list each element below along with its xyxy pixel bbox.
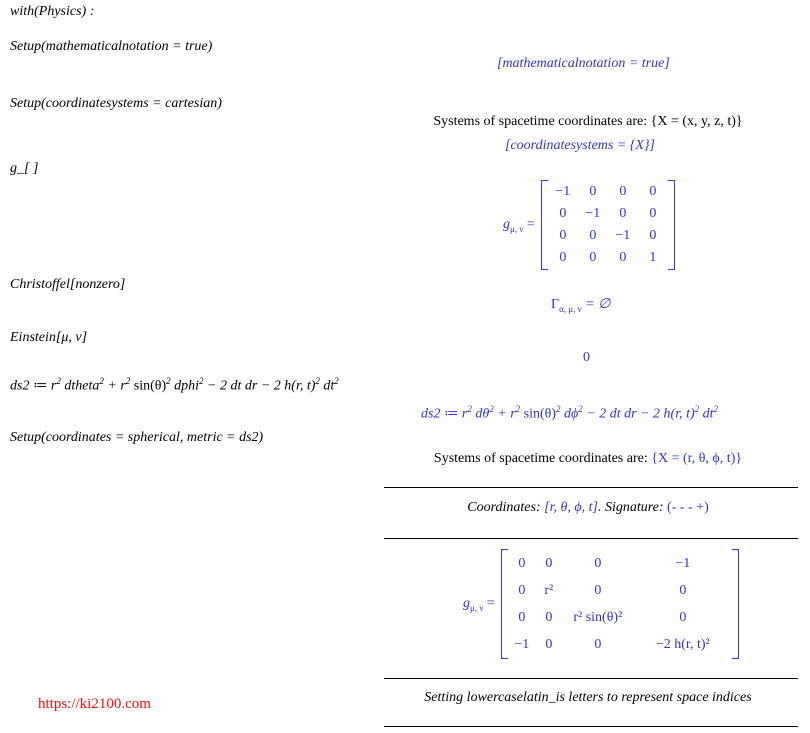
metric-matrix-spherical: $g_{\mu, \nu}$ = 0 0 0 −1 0 r² 0 0 0 0 r² sin(θ)² 0 −1 0 0 −2 h(r, t)² bbox=[463, 549, 739, 659]
output-lowercaselatin: Setting lowercaselatin_is letters to represent space indices bbox=[424, 690, 752, 705]
matrix-cell: 0 bbox=[559, 206, 567, 221]
output-coordinatesystems: [coordinatesystems = {X}] bbox=[505, 138, 656, 153]
matrix-cell: −1 bbox=[514, 637, 530, 652]
input-setup-notation[interactable]: Setup(mathematicalnotation = true) bbox=[10, 39, 213, 54]
matrix-cell: −1 bbox=[675, 556, 691, 571]
matrix-cell: 0 bbox=[594, 556, 602, 571]
matrix-cell: −2 h(r, t)² bbox=[655, 637, 710, 652]
output-coordinates-signature: Coordinates: [r, θ, ϕ, t]. Signature: (- - - +) bbox=[467, 500, 709, 515]
matrix-cell: 0 bbox=[679, 583, 687, 598]
matrix-cell: −1 bbox=[555, 184, 571, 199]
output-einstein: 0 bbox=[583, 350, 590, 365]
input-christoffel[interactable]: Christoffel[nonzero] bbox=[10, 277, 126, 292]
matrix-cell: 0 bbox=[545, 637, 553, 652]
matrix-cell: 0 bbox=[518, 610, 526, 625]
matrix-cell: 0 bbox=[649, 228, 657, 243]
matrix-cell: 0 bbox=[518, 583, 526, 598]
output-ds2: ds2 ≔ $r^2$ $d\theta^2 + r^2$ $\sin(\theta)^2$ $d\phi^2 - 2$ dt dr − 2 h(r, t)$^2$ $dt^2$ bbox=[421, 404, 719, 422]
matrix-cell: r² sin(θ)² bbox=[573, 610, 623, 625]
matrix-cell: 0 bbox=[594, 637, 602, 652]
matrix-cell: 0 bbox=[589, 228, 597, 243]
matrix-cell: 0 bbox=[518, 556, 526, 571]
output-notation: [mathematicalnotation = true] bbox=[497, 56, 670, 71]
matrix-cell: −1 bbox=[615, 228, 631, 243]
rule-4 bbox=[384, 726, 798, 727]
input-setup-coordinatesystems[interactable]: Setup(coordinatesystems = cartesian) bbox=[10, 96, 222, 111]
matrix-cell: 0 bbox=[545, 610, 553, 625]
matrix-cell: 0 bbox=[619, 184, 627, 199]
matrix-cell: 0 bbox=[545, 556, 553, 571]
matrix-cell: 0 bbox=[589, 250, 597, 265]
matrix-cell: 0 bbox=[619, 206, 627, 221]
input-ds2-definition[interactable]: ds2 ≔ $r^2$ dtheta$^2$ + $r^2$ $\sin(\theta)^2$ dphi$^2$ − 2 dt dr − 2 h(r, t)$^2$ $dt^2$ bbox=[10, 376, 339, 394]
rule-2 bbox=[384, 538, 798, 539]
matrix-cell: 0 bbox=[594, 583, 602, 598]
matrix-cell: 0 bbox=[559, 228, 567, 243]
matrix-cell: 0 bbox=[649, 184, 657, 199]
output-christoffel: $\Gamma_{\alpha, \mu, \nu}$ = ∅ bbox=[551, 297, 611, 314]
matrix-cell: 0 bbox=[559, 250, 567, 265]
rule-3 bbox=[384, 678, 798, 679]
matrix-cell: −1 bbox=[585, 206, 601, 221]
output-systems-spherical: Systems of spacetime coordinates are: {X = (r, θ, ϕ, t)} bbox=[433, 451, 743, 466]
matrix-cell: 0 bbox=[619, 250, 627, 265]
matrix-cell: 0 bbox=[679, 610, 687, 625]
input-setup-metric[interactable]: Setup(coordinates = spherical, metric = ds2) bbox=[10, 430, 264, 445]
matrix-cell: 1 bbox=[649, 250, 657, 265]
output-systems-cartesian: Systems of spacetime coordinates are: {X = (x, y, z, t)} bbox=[433, 114, 743, 129]
matrix-cell: r² bbox=[544, 583, 554, 598]
input-metric-g[interactable]: g_[ ] bbox=[10, 161, 39, 176]
input-einstein[interactable]: Einstein[μ, ν] bbox=[10, 330, 88, 345]
watermark-link[interactable]: https://ki2100.com bbox=[38, 696, 151, 712]
rule-1 bbox=[384, 487, 798, 488]
matrix-cell: 0 bbox=[589, 184, 597, 199]
metric-matrix-cartesian: $g_{\mu, \nu}$ = −1 0 0 0 0 −1 0 0 0 0 −1 0 0 0 0 1 bbox=[503, 180, 675, 270]
input-with-physics[interactable]: with(Physics) : bbox=[10, 4, 95, 19]
matrix-cell: 0 bbox=[649, 206, 657, 221]
